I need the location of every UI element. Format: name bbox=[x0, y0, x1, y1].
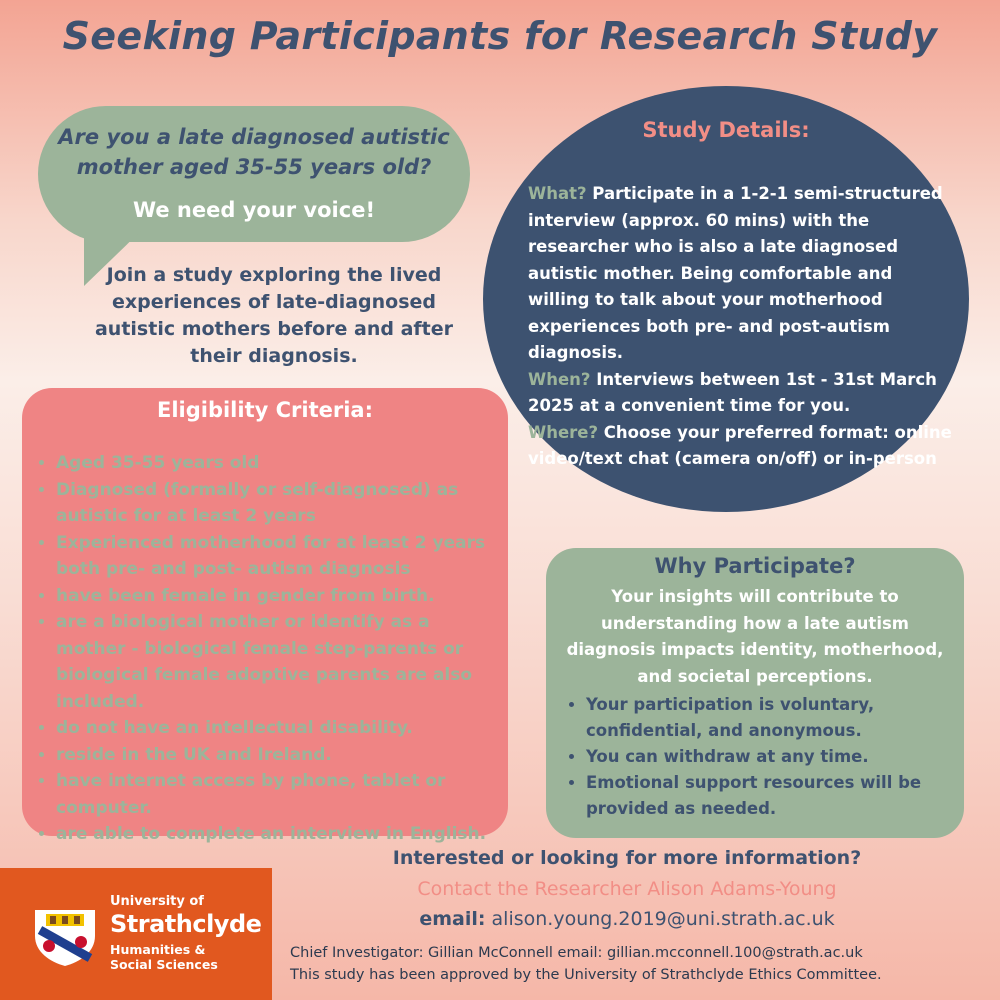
eligibility-item: • do not have an intellectual disability. bbox=[56, 715, 504, 742]
eligibility-item: • have internet access by phone, tablet or computer. bbox=[56, 768, 504, 821]
what-text: Participate in a 1-2-1 semi-structured interview (approx. 60 mins) with the researcher who is also a late diagnosed autistic mother. Being comfortable and willing to talk about your motherhood experiences both pre- and post-autism diagnosis. bbox=[528, 184, 943, 362]
eligibility-title: Eligibility Criteria: bbox=[156, 398, 373, 422]
contact-question: Interested or looking for more information? bbox=[392, 847, 862, 869]
chief-investigator-info bbox=[290, 942, 990, 986]
university-shield-icon bbox=[32, 902, 98, 968]
eligibility-item: • reside in the UK and Ireland. bbox=[56, 742, 504, 769]
when-label: When? bbox=[528, 369, 591, 389]
bubble-question bbox=[58, 122, 450, 182]
bubble-voice: We need your voice! bbox=[132, 198, 376, 222]
contact-email-label: email: bbox=[419, 908, 486, 930]
intro-line1: Join a study exploring the lived bbox=[106, 264, 442, 286]
why-participate-title: Why Participate? bbox=[654, 554, 856, 578]
eligibility-list bbox=[26, 450, 504, 848]
eligibility-item: • are a biological mother or identify as a mother - biological female step-parents or biological female adoptive parents are also included. bbox=[56, 609, 504, 715]
where-text: Choose your preferred format: online video/text chat (camera on/off) or in-person bbox=[528, 422, 952, 468]
eligibility-item: • are able to complete an interview in English. bbox=[56, 821, 504, 848]
why-participate-list bbox=[556, 692, 956, 822]
speech-bubble bbox=[38, 106, 470, 242]
why-item: • Emotional support resources will be provided as needed. bbox=[586, 770, 956, 822]
contact-email-line bbox=[282, 908, 972, 930]
page-title: Seeking Participants for Research Study bbox=[62, 14, 938, 58]
why-participate-text: Your insights will contribute to understanding how a late autism diagnosis impacts identity, motherhood, and societal perceptions. bbox=[566, 587, 944, 686]
logo-faculty-line2: Social Sciences bbox=[110, 957, 218, 972]
what-label: What? bbox=[528, 184, 587, 203]
logo-university-of: University of bbox=[110, 894, 204, 909]
eligibility-item: • Aged 35-55 years old bbox=[56, 450, 504, 477]
logo-name: Strathclyde bbox=[110, 910, 262, 938]
eligibility-item: • have been female in gender from birth. bbox=[56, 583, 504, 610]
why-item: • You can withdraw at any time. bbox=[586, 744, 956, 770]
ethics-approval-text: This study has been approved by the University of Strathclyde Ethics Committee. bbox=[290, 967, 882, 983]
where-label: Where? bbox=[528, 422, 599, 442]
intro-line2: experiences of late-diagnosed bbox=[111, 291, 437, 313]
why-item: • Your participation is voluntary, confidential, and anonymous. bbox=[586, 692, 956, 744]
why-participate-panel bbox=[546, 548, 964, 838]
chief-investigator-text: Chief Investigator: Gillian McConnell email: gillian.mcconnell.100@strath.ac.uk bbox=[290, 945, 863, 961]
study-details-panel bbox=[483, 86, 969, 512]
intro-line4: their diagnosis. bbox=[190, 345, 358, 367]
study-details-title: Study Details: bbox=[642, 118, 810, 142]
when-text: Interviews between 1st - 31st March 2025 at a convenient time for you. bbox=[528, 369, 937, 415]
bubble-question-line1: Are you a late diagnosed autistic bbox=[58, 125, 450, 149]
logo-faculty-line1: Humanities & bbox=[110, 942, 206, 957]
intro-line3: autistic mothers before and after bbox=[94, 318, 454, 340]
bubble-question-line2: mother aged 35-55 years old? bbox=[76, 155, 432, 179]
contact-email-link[interactable]: alison.young.2019@uni.strath.ac.uk bbox=[491, 908, 835, 930]
eligibility-item: • Diagnosed (formally or self-diagnosed) as autistic for at least 2 years bbox=[56, 477, 504, 530]
eligibility-panel bbox=[22, 388, 508, 844]
study-details-body bbox=[528, 181, 958, 473]
eligibility-item: • Experienced motherhood for at least 2 years both pre- and post- autism diagnosis bbox=[56, 530, 504, 583]
intro-text bbox=[90, 262, 458, 370]
university-logo bbox=[0, 868, 272, 1000]
contact-researcher: Contact the Researcher Alison Adams-Young bbox=[417, 878, 837, 900]
